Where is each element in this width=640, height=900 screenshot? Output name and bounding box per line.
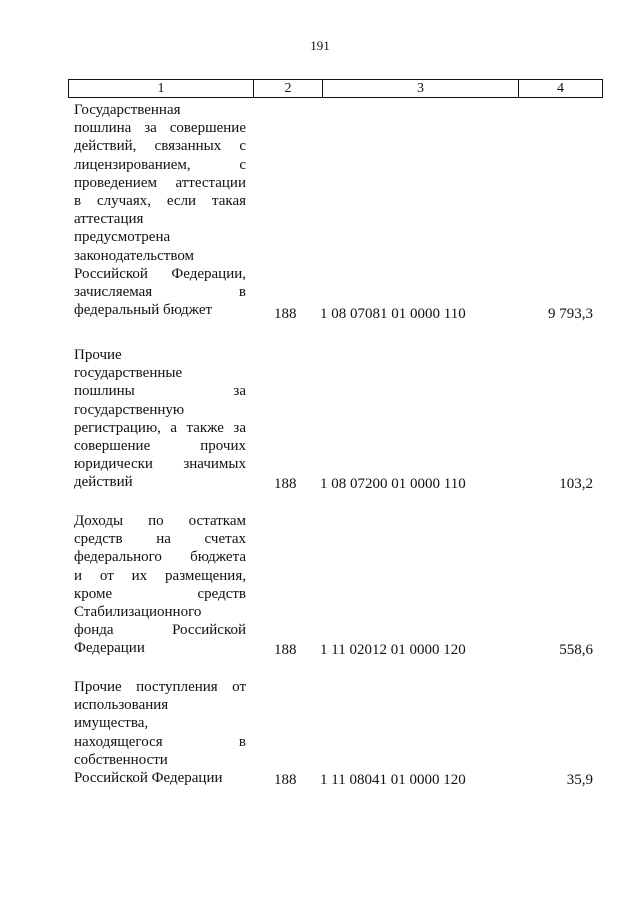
budget-code: 1 11 02012 01 0000 120 <box>320 641 466 658</box>
admin-code: 188 <box>274 305 297 322</box>
description-line: федерального бюджета <box>74 549 246 566</box>
admin-code: 188 <box>274 641 297 658</box>
column-header-table <box>68 79 603 98</box>
description-line: федеральный бюджет <box>74 302 213 319</box>
description-line: совершение прочих <box>74 437 246 454</box>
description-line: собственности <box>74 751 168 768</box>
amount-value: 9 793,3 <box>548 305 593 322</box>
description-line: аттестация <box>74 211 144 228</box>
description-line: Прочие <box>74 347 122 363</box>
admin-code: 188 <box>274 475 297 492</box>
description-line: законодательством <box>74 247 195 264</box>
budget-code: 1 11 08041 01 0000 120 <box>320 771 466 788</box>
column-header-3: 3 <box>323 80 519 98</box>
description-line: имущества, <box>74 715 149 732</box>
page-number: 191 <box>310 38 330 53</box>
description-line: использования <box>74 697 169 714</box>
description-line: государственные <box>74 365 183 382</box>
description-line: государственную <box>74 401 185 418</box>
row-description <box>74 678 246 787</box>
description-line: зачисляемая в <box>74 283 246 300</box>
column-header-4: 4 <box>519 80 603 98</box>
description-line: и от их размещения, <box>74 567 246 584</box>
description-line: фонда Российской <box>74 622 246 639</box>
description-line: Государственная <box>74 102 181 118</box>
description-line: проведением аттестации <box>74 174 246 191</box>
description-line: лицензированием, с <box>74 156 246 173</box>
table-row <box>0 678 640 789</box>
description-line: действий <box>74 474 133 491</box>
description-line: Доходы по остаткам <box>74 513 246 529</box>
amount-value: 103,2 <box>559 475 593 492</box>
description-line: юридически значимых <box>74 456 246 473</box>
description-line: пошлины за <box>74 383 246 400</box>
table-row <box>0 512 640 659</box>
description-line: Прочие поступления от <box>74 679 246 695</box>
description-line: Федерации <box>74 640 145 657</box>
row-description <box>74 512 246 658</box>
table-row <box>0 101 640 323</box>
amount-value: 558,6 <box>559 641 593 658</box>
row-description <box>74 346 246 492</box>
budget-code: 1 08 07081 01 0000 110 <box>320 305 466 322</box>
description-line: регистрацию, а также за <box>74 419 246 436</box>
description-line: пошлина за совершение <box>74 120 246 137</box>
description-line: находящегося в <box>74 733 246 750</box>
budget-code: 1 08 07200 01 0000 110 <box>320 475 466 492</box>
admin-code: 188 <box>274 771 297 788</box>
description-line: Российской Федерации <box>74 769 223 786</box>
description-line: кроме средств <box>74 585 246 602</box>
description-line: действий, связанных с <box>74 138 246 155</box>
description-line: предусмотрена <box>74 229 171 246</box>
column-header-2: 2 <box>254 80 323 98</box>
row-description <box>74 101 246 319</box>
description-line: Российской Федерации, <box>74 265 246 282</box>
column-header-1: 1 <box>69 80 254 98</box>
description-line: Стабилизационного <box>74 603 202 620</box>
description-line: в случаях, если такая <box>74 192 246 209</box>
table-row <box>0 346 640 493</box>
amount-value: 35,9 <box>566 771 593 788</box>
description-line: средств на счетах <box>74 531 246 548</box>
